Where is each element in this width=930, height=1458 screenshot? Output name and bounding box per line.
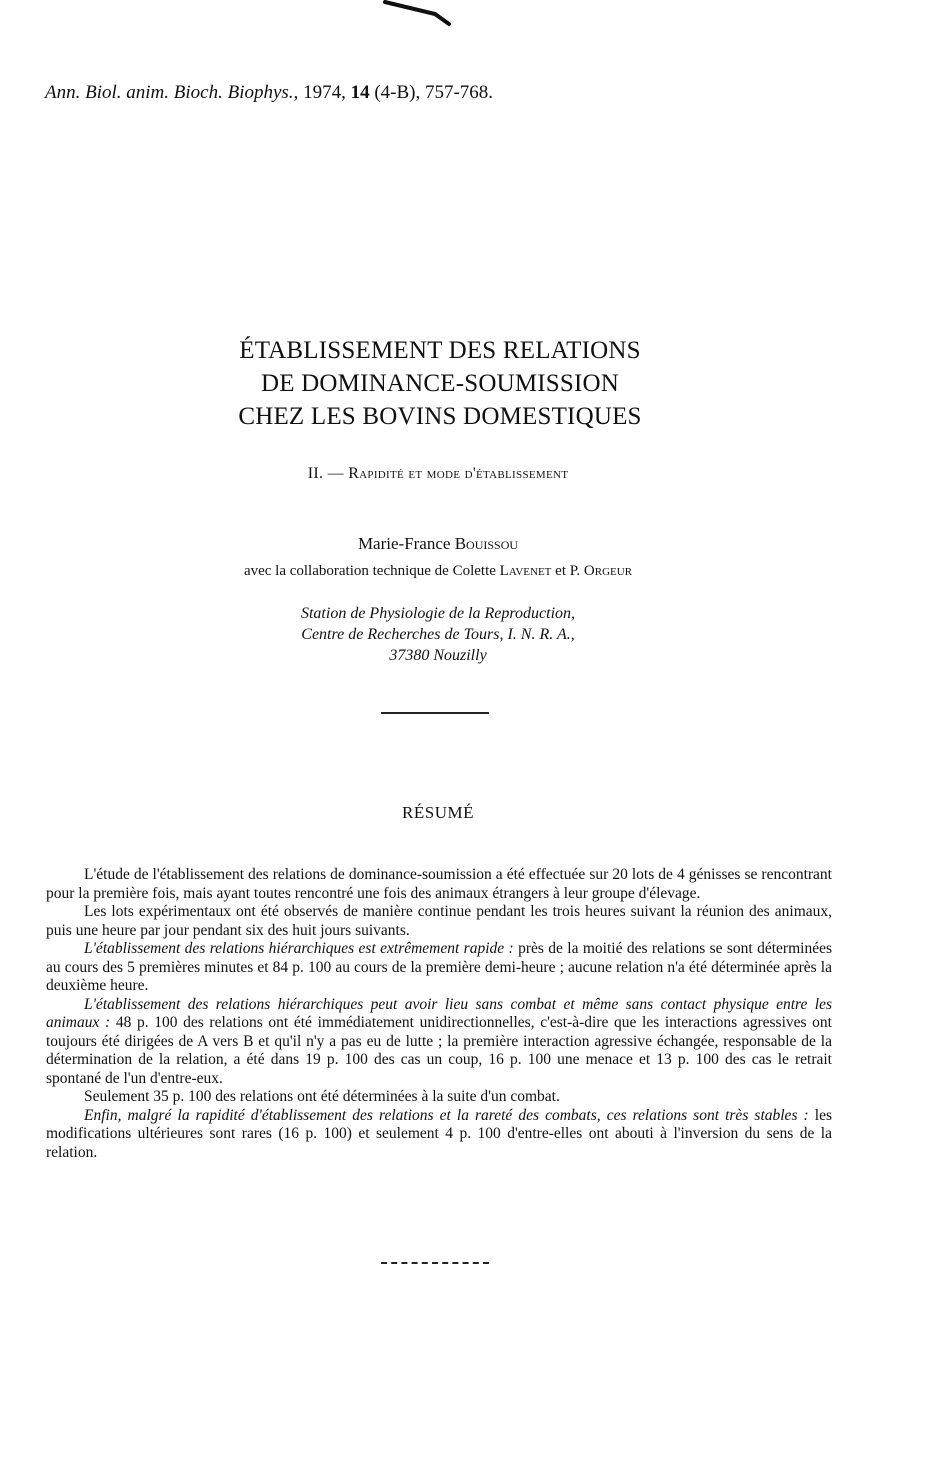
abstract-paragraph-1: L'étude de l'établissement des relations de dominance-soumission a été effectuée sur 20 lots de 4 génisses se rencontrant pour la première fois, mais ayant toutes rencontré une fois des animaux étrangers à leur groupe d'élevage. — [46, 866, 832, 902]
affiliation-line-3: 37380 Nouzilly — [389, 647, 487, 664]
title-line-3: CHEZ LES BOVINS DOMESTIQUES — [238, 403, 642, 430]
author-first-name: Marie-France — [357, 534, 451, 553]
affiliation-line-2: Centre de Recherches de Tours, I. N. R. A., — [301, 626, 575, 643]
abstract-paragraph-2: Les lots expérimentaux ont été observés de manière continue pendant les trois heures suivant la réunion des animaux, puis une heure par jour pendant six des huit jours suivants. — [46, 903, 832, 939]
citation-volume: 14 — [350, 82, 370, 103]
title-line-1: ÉTABLISSEMENT DES RELATIONS — [239, 337, 641, 364]
abstract-body — [46, 866, 832, 1162]
collaboration-conj: et P. — [555, 563, 581, 579]
section-heading: RÉSUMÉ — [402, 803, 474, 822]
abstract-paragraph-3 — [46, 940, 832, 996]
abstract-emphasis-3: L'établissement des relations hiérarchiques est extrêmement rapide : — [84, 940, 514, 957]
article-subtitle: II. — Rapidité et mode d'établissement — [307, 465, 569, 482]
article-title — [0, 334, 880, 433]
abstract-text-4: 48 p. 100 des relations ont été immédiatement unidirectionnelles, c'est-à-dire que les interactions agressives ont toujours été dirigées de A vers B et qu'il n'y a pas eu de lutte ; la première interaction agressive échangée, responsable de la détermination de la relation, a été dans 19 p. 100 des cas un coup, 16 p. 100 une menace et 13 p. 100 des cas le retrait spontané de l'un d'entre-eux. — [46, 1014, 832, 1087]
abstract-paragraph-4 — [46, 996, 832, 1089]
abstract-text-6: les modifications ultérieures sont rares (16 p. 100) et seulement 4 p. 100 d'entre-elles ont abouti à l'inversion du sens de la relation. — [46, 1106, 832, 1161]
citation-year: 1974, — [303, 82, 346, 103]
abstract-paragraph-6 — [46, 1107, 832, 1163]
abstract-text-3: près de la moitié des relations se sont déterminées au cours des 5 premières minutes et 84 p. 100 au cours de la première demi-heure ; aucune relation n'a été déterminée après la deuxième heure. — [46, 940, 832, 994]
citation-pages: (4-B), 757-768. — [374, 82, 494, 103]
author-last-name: Bouissou — [454, 534, 519, 553]
abstract-paragraph-5: Seulement 35 p. 100 des relations ont été déterminées à la suite d'un combat. — [84, 1088, 560, 1105]
scan-artifact-stroke — [383, 0, 453, 30]
affiliation-line-1: Station de Physiologie de la Reproduction, — [300, 605, 576, 622]
author-name — [0, 534, 876, 554]
collaborator-2: Orgeur — [583, 563, 633, 579]
separator-rule-top — [381, 712, 489, 714]
journal-name: Ann. Biol. anim. Bioch. Biophys., — [45, 82, 299, 103]
title-line-2: DE DOMINANCE-SOUMISSION — [260, 370, 620, 397]
collaboration-prefix: avec la collaboration technique de Colette — [243, 563, 496, 579]
abstract-emphasis-4: L'établissement des relations hiérarchiques peut avoir lieu sans combat et même sans contact physique entre les animaux : — [46, 995, 832, 1031]
collaborator-1: Lavenet — [499, 563, 552, 579]
affiliation — [0, 603, 876, 666]
abstract-emphasis-6: Enfin, malgré la rapidité d'établissement des relations et la rareté des combats, ces relations sont très stables : — [84, 1106, 809, 1124]
separator-rule-bottom — [381, 1262, 489, 1264]
journal-citation — [45, 82, 493, 104]
collaboration-line — [0, 563, 876, 580]
